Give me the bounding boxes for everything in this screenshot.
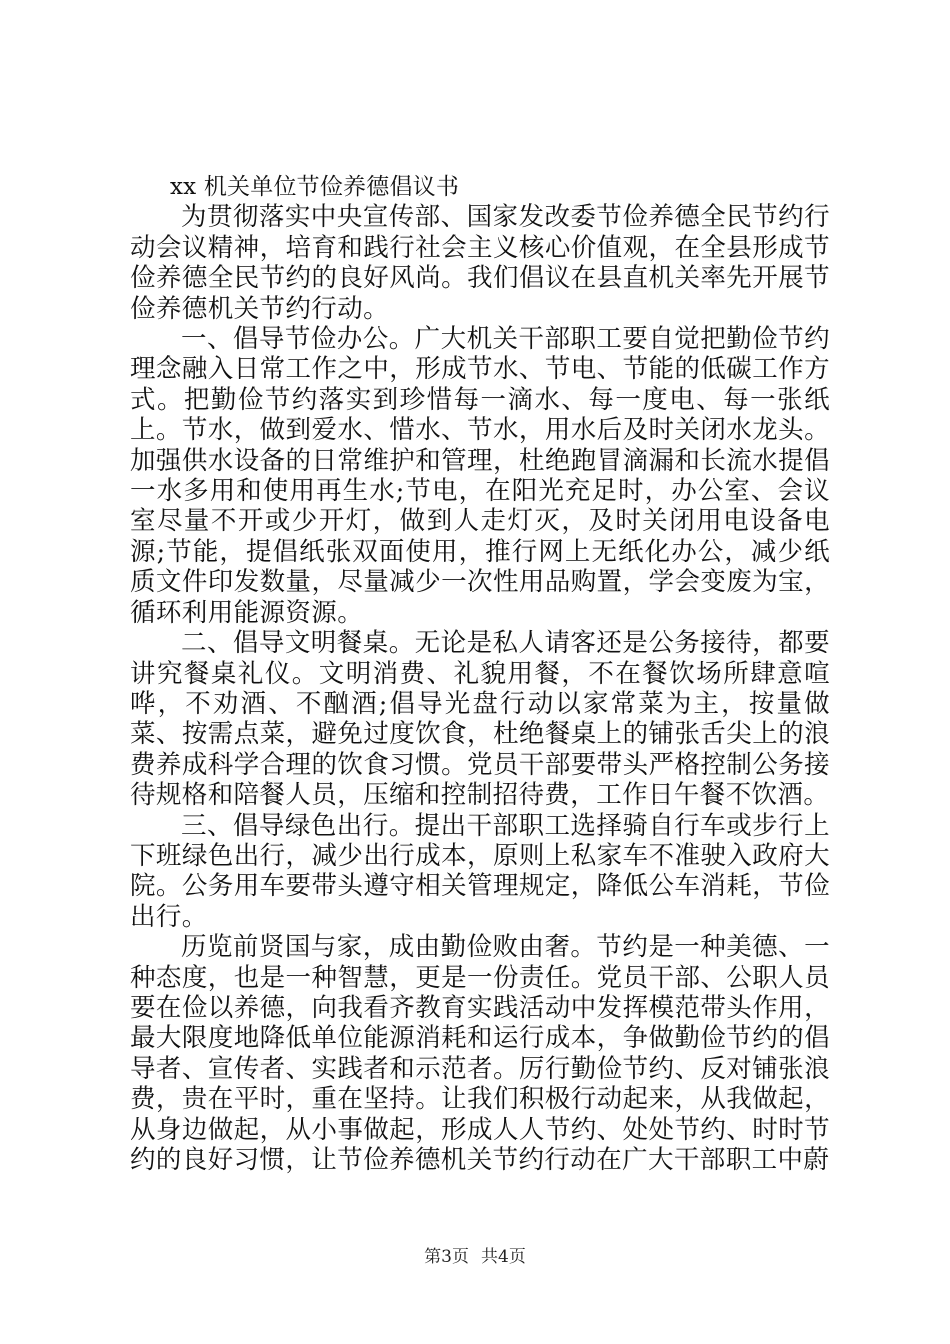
paragraph-green-travel: 三、倡导绿色出行。提出干部职工选择骑自行车或步行上下班绿色出行，减少出行成本，原则上私家车不准驶入政府大院。公务用车要带头遵守相关管理规定，降低公车消耗，节俭出行。 [130,810,830,932]
paragraph-civilized-dining: 二、倡导文明餐桌。无论是私人请客还是公务接待，都要讲究餐桌礼仪。文明消费、礼貌用餐，不在餐饮场所肆意喧哗，不劝酒、不酗酒;倡导光盘行动以家常菜为主，按量做菜、按需点菜，避免过度饮食，杜绝餐桌上的铺张舌尖上的浪费养成科学合理的饮食习惯。党员干部要带头严格控制公务接待规格和陪餐人员，压缩和控制招待费，工作日午餐不饮酒。 [130,628,830,811]
paragraph-office-saving: 一、倡导节俭办公。广大机关干部职工要自觉把勤俭节约理念融入日常工作之中，形成节水、节电、节能的低碳工作方式。把勤俭节约落实到珍惜每一滴水、每一度电、每一张纸上。节水，做到爱水、惜水、节水，用水后及时关闭水龙头。加强供水设备的日常维护和管理，杜绝跑冒滴漏和长流水提倡一水多用和使用再生水;节电，在阳光充足时，办公室、会议室尽量不开或少开灯，做到人走灯灭，及时关闭用电设备电源;节能，提倡纸张双面使用，推行网上无纸化办公，减少纸质文件印发数量，尽量减少一次性用品购置，学会变废为宝，循环利用能源资源。 [130,324,830,628]
page-footer [0,1246,950,1268]
page-number-current: 第3页 [424,1247,469,1267]
document-title: xx 机关单位节俭养德倡议书 [170,174,460,200]
paragraph-intro: 为贯彻落实中央宣传部、国家发改委节俭养德全民节约行动会议精神，培育和践行社会主义核心价值观，在全县形成节俭养德全民节约的良好风尚。我们倡议在县直机关率先开展节俭养德机关节约行动。 [130,202,830,324]
page-number-total: 共4页 [481,1247,526,1267]
document-body [130,172,830,1175]
paragraph-conclusion: 历览前贤国与家，成由勤俭败由奢。节约是一种美德、一种态度，也是一种智慧，更是一份责任。党员干部、公职人员要在俭以养德，向我看齐教育实践活动中发挥模范带头作用，最大限度地降低单位能源消耗和运行成本，争做勤俭节约的倡导者、宣传者、实践者和示范者。厉行勤俭节约、反对铺张浪费，贵在平时，重在坚持。让我们积极行动起来，从我做起，从身边做起，从小事做起，形成人人节约、处处节约、时时节约的良好习惯，让节俭养德机关节约行动在广大干部职工中蔚 [130,932,830,1175]
